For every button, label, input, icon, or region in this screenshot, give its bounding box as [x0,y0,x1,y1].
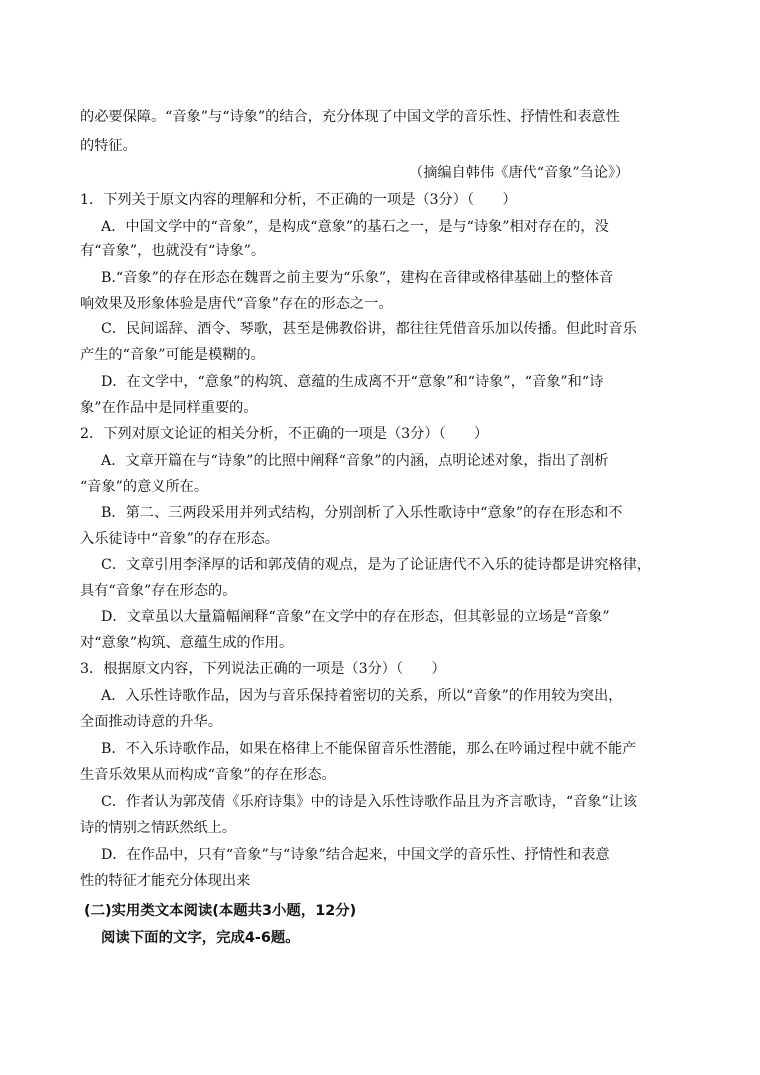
q2-option-c-line-1: C．文章引用李泽厚的话和郭茂倩的观点，是为了论证唐代不入乐的徒诗都是讲究格律， [101,557,651,573]
question-2-stem: 2．下列对原文论证的相关分析，不正确的一项是（3分）（ ） [80,426,489,442]
q2-option-d-line-1: D．文章虽以大量篇幅阐释“音象”在文学中的存在形态，但其彰显的立场是“音象” [101,609,610,625]
q3-option-d-line-2: 性的特征才能充分体现出来 [80,873,251,889]
q3-option-b-line-2: 生音乐效果从而构成“音象”的存在形态。 [80,767,336,783]
section-2-title: (二)实用类文本阅读(本题共3小题，12分) [84,903,357,919]
q1-option-d-line-1: D．在文学中，“意象”的构筑、意蕴的生成离不开“意象”和“诗象”，“音象”和“诗 [101,374,604,390]
q2-option-b-line-2: 入乐徒诗中“音象”的存在形态。 [80,531,279,547]
q2-option-c-line-2: 具有“音象”存在形态的。 [80,583,237,599]
q2-option-a-line-2: “音象”的意义所在。 [80,479,209,495]
q3-option-a-line-2: 全面推动诗意的升华。 [80,714,222,730]
q1-option-a-line-1: A．中国文学中的“音象”，是构成“意象”的基石之一，是与“诗象”相对存在的，没 [101,219,609,235]
q1-option-d-line-2: 象”在作品中是同样重要的。 [80,400,258,416]
q1-option-a-line-2: 有“音象”，也就没有“诗象”。 [80,243,266,259]
section-2-instruction: 阅读下面的文字，完成4-6题。 [101,930,300,946]
q3-option-c-line-2: 诗的情别之情跃然纸上。 [80,820,237,836]
q1-option-b-line-1: B.“音象”的存在形态在魏晋之前主要为“乐象”，建构在音律或格律基础上的整体音 [101,270,614,286]
q2-option-b-line-1: B．第二、三两段采用并列式结构，分别剖析了入乐性歌诗中“意象”的存在形态和不 [101,505,623,521]
question-1-stem: 1．下列关于原文内容的理解和分析，不正确的一项是（3分）（ ） [80,192,517,208]
passage-last-line-1: 的必要保障。“音象”与“诗象”的结合，充分体现了中国文学的音乐性、抒情性和表意性 [80,109,620,125]
q3-option-c-line-1: C．作者认为郭茂倩《乐府诗集》中的诗是入乐性诗歌作品且为齐言歌诗，“音象”让该 [101,794,638,810]
passage-last-line-2: 的特征。 [80,138,137,154]
q3-option-b-line-1: B．不入乐诗歌作品，如果在格律上不能保留音乐性潜能，那么在吟诵过程中就不能产 [101,741,637,757]
q2-option-a-line-1: A．文章开篇在与“诗象”的比照中阐释“音象”的内涵，点明论述对象，指出了剖析 [101,453,609,469]
q1-option-c-line-1: C．民间谣辞、酒令、琴歌，甚至是佛教俗讲，都往往凭借音乐加以传播。但此时音乐 [101,321,637,337]
q3-option-a-line-1: A．入乐性诗歌作品，因为与音乐保持着密切的关系，所以“音象”的作用较为突出， [101,688,623,704]
q2-option-d-line-2: 对“意象”构筑、意蕴生成的作用。 [80,635,294,651]
q1-option-b-line-2: 响效果及形象体验是唐代“音象”存在的形态之一。 [80,296,393,312]
passage-source-citation: （摘编自韩伟《唐代“音象”刍论》） [409,165,630,181]
question-3-stem: 3．根据原文内容，下列说法正确的一项是（3分）（ ） [80,661,446,677]
q1-option-c-line-2: 产生的“音象”可能是模糊的。 [80,347,265,363]
q3-option-d-line-1: D．在作品中，只有“音象”与“诗象”结合起来，中国文学的音乐性、抒情性和表意 [101,847,610,863]
